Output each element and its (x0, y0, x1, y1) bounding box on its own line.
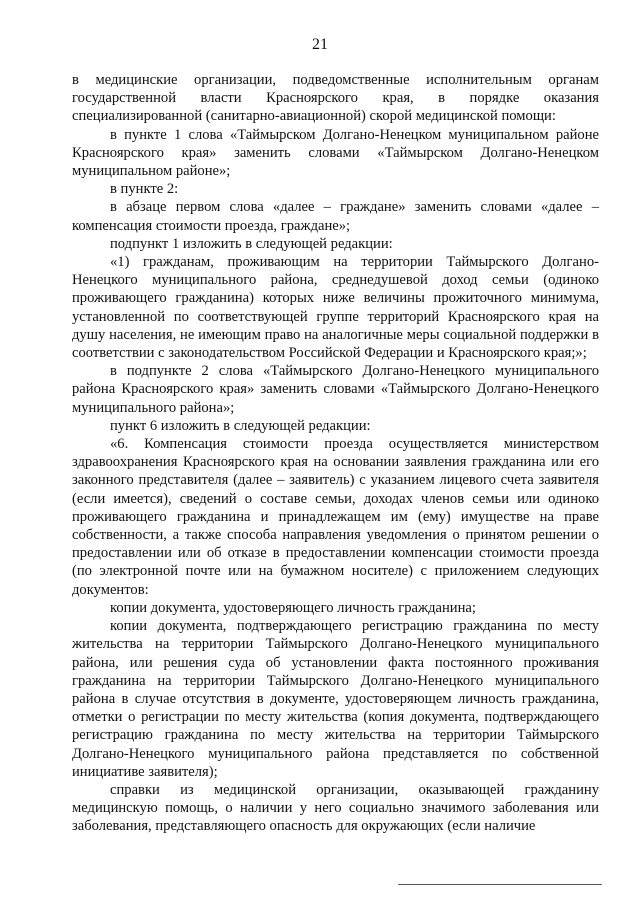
document-body (72, 71, 599, 836)
paragraph: копии документа, подтверждающего регистрацию гражданина по месту жительства на территории Таймырского Долгано-Ненецкого муниципального района, или решения суда об установлении факта постоянного проживания гражданина на территории Таймырского Долгано-Ненецкого муниципального района в случае отсутствия в документе, удостоверяющем личность гражданина, отметки о регистрации по месту жительства (копия документа, подтверждающего регистрацию гражданина по месту жительства на территории Таймырского Долгано-Ненецкого муниципального района представляется по собственной инициативе заявителя); (72, 618, 599, 780)
paragraph: в пункте 1 слова «Таймырском Долгано-Ненецком муниципальном районе Красноярского края» заменить словами «Таймырском Долгано-Ненецком муниципальном районе»; (72, 126, 599, 180)
paragraph: «6. Компенсация стоимости проезда осуществляется министерством здравоохранения Красноярского края на основании заявления гражданина или его законного представителя (далее – заявитель) с указанием лицевого счета заявителя (если имеется), сведений о составе семьи, доходах членов семьи или одиноко проживающего гражданина и принадлежащем им (ему) имуществе на праве собственности, а также способа направления уведомления о принятом решении о предоставлении или об отказе в предоставлении компенсации стоимости проезда (по электронной почте или на бумажном носителе) с приложением следующих документов: (72, 436, 599, 598)
paragraph: в пункте 2: (110, 181, 179, 198)
paragraph: подпункт 1 изложить в следующей редакции: (110, 235, 393, 252)
paragraph: пункт 6 изложить в следующей редакции: (110, 417, 371, 434)
paragraph: «1) гражданам, проживающим на территории Таймырского Долгано-Ненецкого муниципального района, среднедушевой доход семьи (одиноко проживающего гражданина) которых ниже величины прожиточного минимума, установленной по соответствующей группе территорий Красноярского края на душу населения, не имеющим право на аналогичные меры социальной поддержки в соответствии с законодательством Российской Федерации и Красноярского края;»; (72, 254, 599, 362)
paragraph: в подпункте 2 слова «Таймырского Долгано-Ненецкого муниципального района Красноярского края» заменить словами «Таймырского Долгано-Ненецкого муниципального района»; (72, 363, 599, 416)
page-number: 21 (312, 36, 328, 53)
paragraph: справки из медицинской организации, оказывающей гражданину медицинскую помощь, о наличии у него социально значимого заболевания или заболевания, представляющего опасность для окружающих (если наличие (72, 781, 599, 835)
paragraph: в медицинские организации, подведомственные исполнительным органам государственной власти Красноярского края, в порядке оказания специализированной (санитарно-авиационной) скорой медицинской помощи: (72, 72, 599, 125)
paragraph: копии документа, удостоверяющего личность гражданина; (110, 599, 476, 616)
paragraph: в абзаце первом слова «далее – граждане» заменить словами «далее – компенсация стоимости проезда, граждане»; (72, 199, 599, 234)
footer-rule (398, 884, 602, 885)
